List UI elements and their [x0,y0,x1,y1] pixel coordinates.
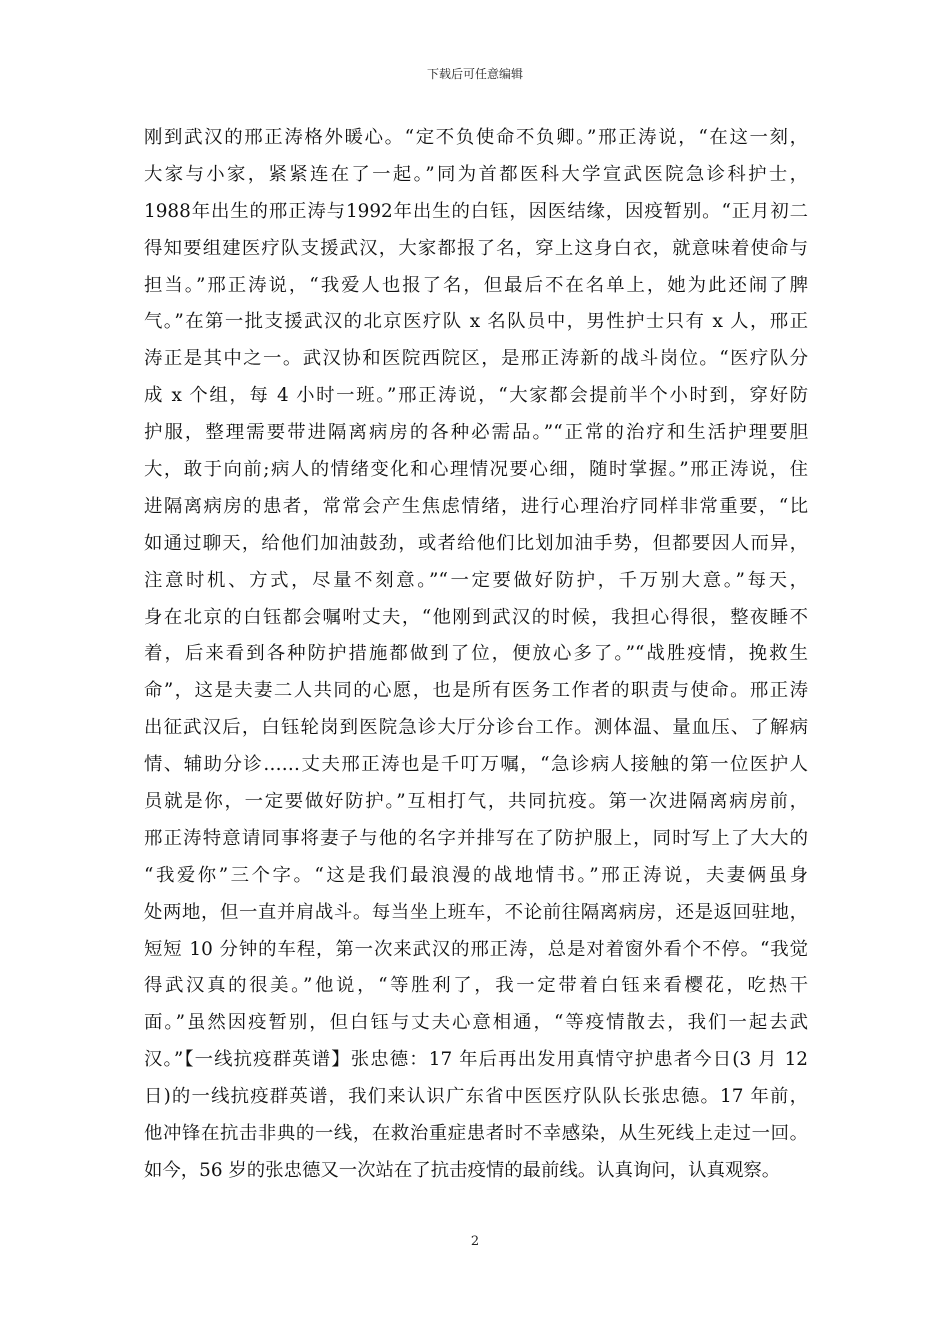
text-line: 进隔离病房的患者，常常会产生焦虑情绪，进行心理治疗同样非常重要，“比 [144,495,808,517]
text-line: 面。”虽然因疫暂别，但白钰与丈夫心意相通，“等疫情散去，我们一起去武 [144,1012,808,1034]
text-line: 注意时机、方式，尽量不刻意。”“一定要做好防护，千万别大意。”每天， [144,569,808,591]
text-line: 邢正涛特意请同事将妻子与他的名字并排写在了防护服上，同时写上了大大的 [144,827,808,849]
text-line: 担当。”邢正涛说，“我爱人也报了名，但最后不在名单上，她为此还闹了脾 [144,274,808,296]
text-line: 如今，56 岁的张忠德又一次站在了抗击疫情的最前线。认真询问，认真观察。 [144,1159,781,1181]
text-line: 刚到武汉的邢正涛格外暖心。“定不负使命不负卿。”邢正涛说，“在这一刻， [144,127,808,148]
text-line: 成 x 个组，每 4 小时一班。”邢正涛说，“大家都会提前半个小时到，穿好防 [144,385,808,407]
text-line: 涛正是其中之一。武汉协和医院西院区，是邢正涛新的战斗岗位。“医疗队分 [144,348,808,370]
text-line: 员就是你，一定要做好防护。”互相打气，共同抗疫。第一次进隔离病房前， [144,791,808,813]
text-line: 护服，整理需要带进隔离病房的各种必需品。”“正常的治疗和生活护理要胆 [144,422,808,444]
page-header: 下载后可任意编辑 [426,67,523,81]
text-line: 气。”在第一批支援武汉的北京医疗队 x 名队员中，男性护士只有 x 人，邢正 [144,311,808,333]
text-line: 处两地，但一直并肩战斗。每当坐上班车，不论前往隔离病房，还是返回驻地， [144,901,808,923]
text-line: 他冲锋在抗击非典的一线，在救治重症患者时不幸感染，从生死线上走过一回。 [144,1123,808,1145]
text-line: 日)的一线抗疫群英谱，我们来认识广东省中医医疗队队长张忠德。17 年前， [144,1086,808,1108]
text-line: 命”，这是夫妻二人共同的心愿，也是所有医务工作者的职责与使命。邢正涛 [144,680,808,702]
text-line: 大，敢于向前;病人的情绪变化和心理情况要心细，随时掌握。”邢正涛说，住 [144,459,808,481]
text-line: 汉。”【一线抗疫群英谱】张忠德：17 年后再出发用真情守护患者今日(3 月 12 [144,1049,808,1071]
text-line: 着，后来看到各种防护措施都做到了位，便放心多了。”“战胜疫情，挽救生 [144,643,808,665]
body-text [144,120,808,1190]
text-line: 大家与小家，紧紧连在了一起。”同为首都医科大学宣武医院急诊科护士， [144,163,808,185]
text-line: “我爱你”三个字。“这是我们最浪漫的战地情书。”邢正涛说，夫妻俩虽身 [144,864,808,886]
text-line: 如通过聊天，给他们加油鼓劲，或者给他们比划加油手势，但都要因人而异， [144,532,808,554]
text-line: 短短 10 分钟的车程，第一次来武汉的邢正涛，总是对着窗外看个不停。“我觉 [144,938,808,960]
text-line: 得知要组建医疗队支援武汉，大家都报了名，穿上这身白衣，就意味着使命与 [144,237,808,259]
text-line: 出征武汉后，白钰轮岗到医院急诊大厅分诊台工作。测体温、量血压、了解病 [144,717,808,739]
text-line: 1988年出生的邢正涛与1992年出生的白钰，因医结缘，因疫暂别。“正月初二 [144,200,808,222]
text-line: 得武汉真的很美。”他说，“等胜利了，我一定带着白钰来看樱花，吃热干 [144,975,808,997]
text-line: 身在北京的白钰都会嘱咐丈夫，“他刚到武汉的时候，我担心得很，整夜睡不 [144,606,808,628]
page-number: 2 [470,1234,480,1249]
text-line: 情、辅助分诊……丈夫邢正涛也是千叮万嘱，“急诊病人接触的第一位医护人 [144,754,808,776]
